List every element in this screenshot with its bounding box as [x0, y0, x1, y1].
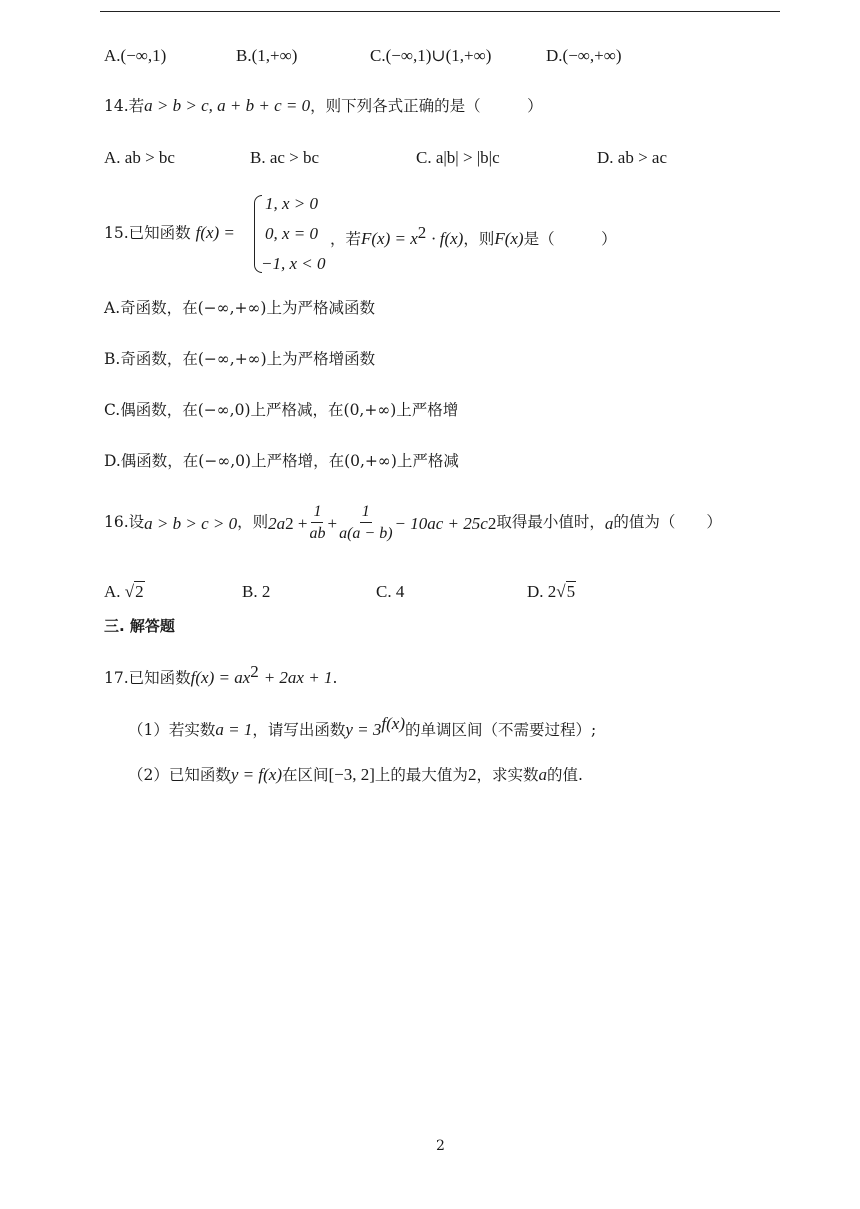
q16-option-b: B. 2 — [242, 582, 271, 601]
q17-part-2: （2）已知函数y = f(x)在区间[−3, 2]上的最大值为2，求实数a的值. — [128, 765, 583, 784]
q14-suffix: ，则下列各式正确的是（ ） — [310, 97, 543, 115]
q14-condition: a > b > c, a + b + c = 0 — [144, 96, 311, 115]
q15-prefix: 15.已知函数 f(x) = — [104, 223, 235, 242]
q15-Fx: F(x) = x — [361, 229, 418, 249]
q14-prefix: 14.若 — [104, 97, 145, 115]
q15-case-1: 1, x > 0 — [265, 194, 319, 213]
q17-stem: 17.已知函数$f(x) = ax^2 + 2ax + 1$. — [104, 662, 338, 688]
q15-case-3: −1, x < 0 — [261, 254, 326, 273]
q14-option-c: C. a|b| > |b|c — [416, 148, 500, 167]
q15-case-2: 0, x = 0 — [265, 224, 319, 243]
q15-option-d: D.偶函数，在(−∞,0)上严格增，在(0,+∞)上严格减 — [104, 452, 459, 470]
q16-condition: a > b > c > 0 — [144, 513, 238, 533]
q13-option-b: B.(1,+∞) — [236, 46, 298, 65]
q17-part-1: （1）若实数a = 1，请写出函数$y = 3^{f(x)}$的单调区间（不需要过程）; — [128, 714, 597, 740]
q14-option-d: D. ab > ac — [597, 148, 668, 167]
q13-option-c: C.(−∞,1)∪(1,+∞) — [370, 46, 492, 65]
q13-option-a: A.(−∞,1) — [104, 46, 167, 65]
q15-rest: ，若$F(x) = x^2 \cdot f(x)$，则F(x)是（ ） — [330, 223, 617, 249]
q15-option-a: A.奇函数，在(−∞,+∞)上为严格减函数 — [104, 299, 375, 317]
q14-option-b: B. ac > bc — [250, 148, 320, 167]
q17-function: f(x) = ax — [190, 668, 251, 688]
q16-fraction-1: $\frac{1}{ab}$ — [309, 503, 326, 542]
q15-option-b: B.奇函数，在(−∞,+∞)上为严格增函数 — [104, 350, 376, 368]
q16-option-a: A. √2 — [104, 582, 144, 601]
q14-stem — [104, 97, 543, 115]
q16-option-c: C. 4 — [376, 582, 405, 601]
q14-option-a: A. ab > bc — [104, 148, 175, 167]
q16-stem: 16.设 a > b > c > 0 ，则 2a 2 + $\frac{1}{ab}$ + $\frac{1}{a(a - b)}$ − 10ac + 25c 2 取得最小值时， a 的值为（ ） — [104, 503, 722, 542]
q15-fx: f(x) = — [195, 223, 235, 242]
q16-option-d: D. 2√5 — [527, 582, 576, 601]
q16-fraction-2: $\frac{1}{a(a - b)}$ — [339, 503, 393, 542]
top-rule — [100, 11, 780, 12]
q15-option-c: C.偶函数，在(−∞,0)上严格减，在(0,+∞)上严格增 — [104, 401, 459, 419]
page-number: 2 — [436, 1138, 445, 1154]
section-3-heading: 三. 解答题 — [104, 617, 175, 635]
q13-option-d: D.(−∞,+∞) — [546, 46, 622, 65]
